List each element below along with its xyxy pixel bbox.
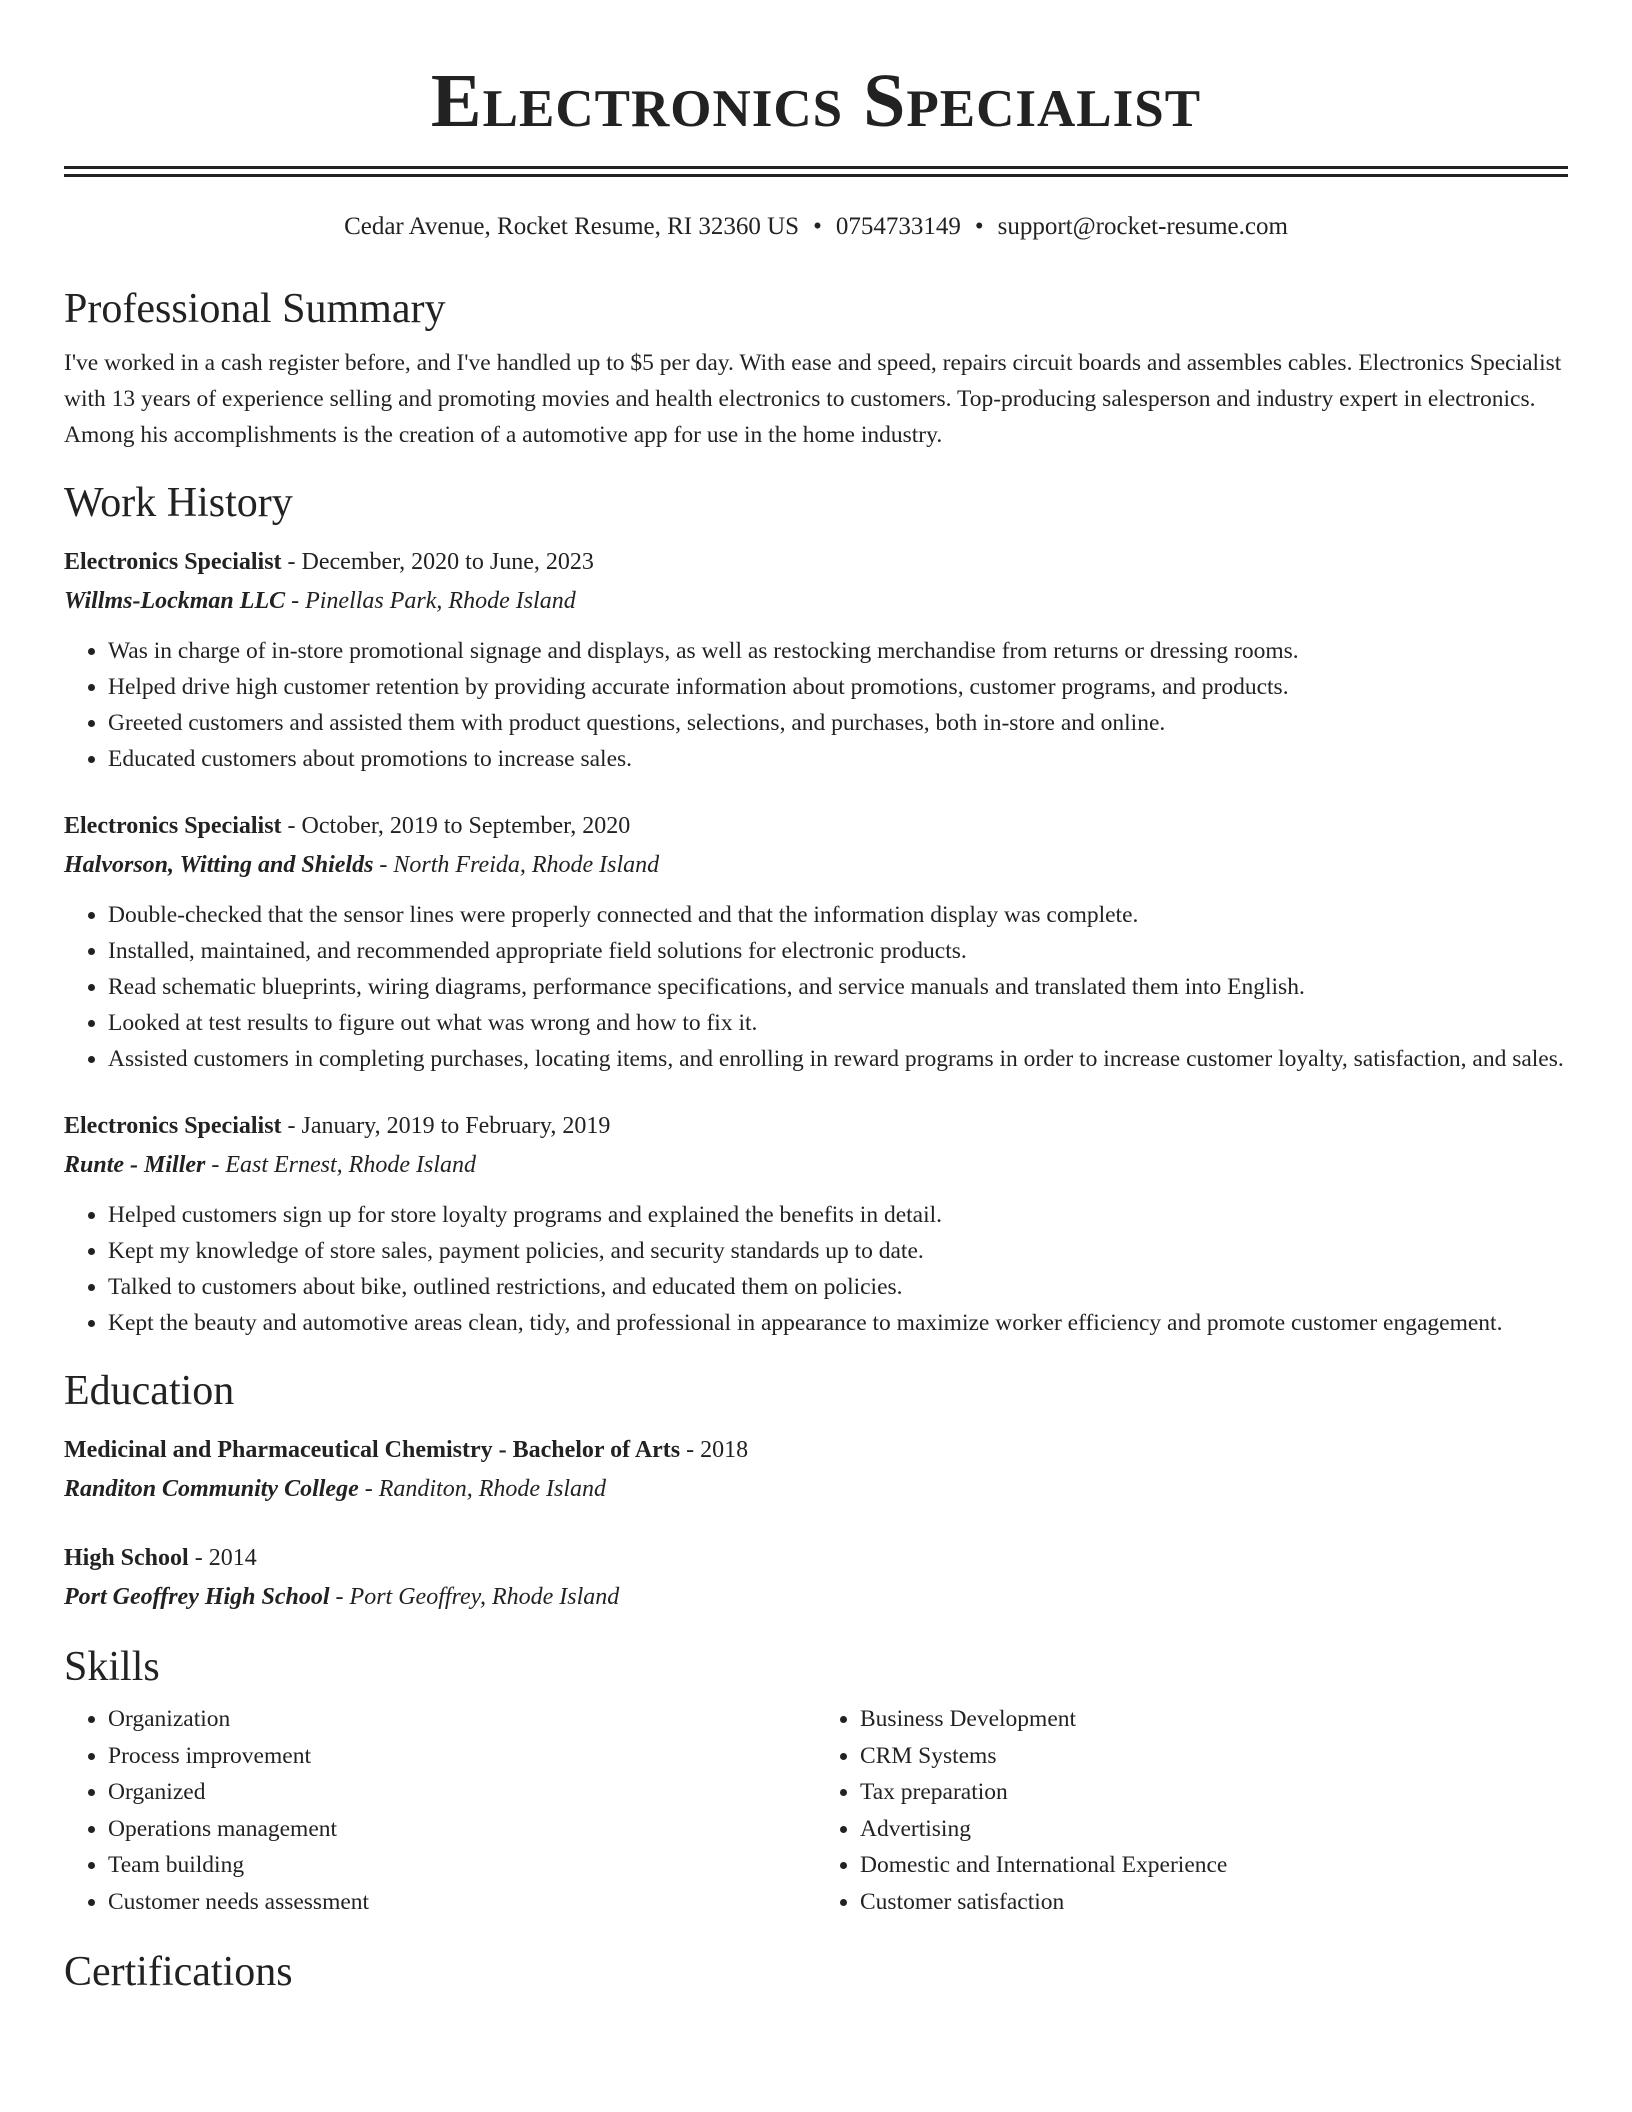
resume-name: Electronics Specialist [430, 59, 1202, 143]
job-title-line [64, 543, 1568, 581]
education-degree-line [64, 1539, 1568, 1577]
job-role: Electronics Specialist [64, 1113, 282, 1139]
skills-columns [64, 1701, 1568, 1920]
certifications-section [64, 1946, 1568, 1998]
skill-item: • Customer needs assessment [108, 1884, 816, 1921]
job-company: Halvorson, Witting and Shields [64, 852, 374, 878]
education-degree: Medicinal and Pharmaceutical Chemistry - Bachelor of Arts [64, 1437, 681, 1463]
list-item: • Looked at test results to figure out what was wrong and how to fix it. [108, 1005, 1568, 1041]
contact-separator: • [974, 213, 984, 240]
job-dates: - October, 2019 to September, 2020 [281, 813, 631, 839]
skills-section [64, 1641, 1568, 1920]
section-title-skills: Skills [64, 1644, 160, 1690]
skill-item: • Advertising [860, 1811, 1568, 1848]
skill-item: • CRM Systems [860, 1738, 1568, 1775]
education-degree-line [64, 1431, 1568, 1469]
job-company-line [64, 581, 1568, 621]
job-company-line [64, 1145, 1568, 1185]
education-school: Randiton Community College [64, 1476, 359, 1502]
education-degree: High School [64, 1545, 189, 1571]
list-item: • Educated customers about promotions to increase sales. [108, 741, 1568, 777]
job-dates: - January, 2019 to February, 2019 [281, 1113, 611, 1139]
job-location: - North Freida, Rhode Island [373, 852, 660, 878]
resume-content [64, 0, 1568, 1998]
list-item: • Installed, maintained, and recommended appropriate field solutions for electronic products. [108, 933, 1568, 969]
job-location: - Pinellas Park, Rhode Island [285, 588, 576, 614]
contact-line [64, 211, 1568, 243]
skills-column-left [64, 1701, 816, 1920]
education-school-line [64, 1577, 1568, 1617]
contact-phone: 0754733149 [835, 213, 961, 240]
section-title-work-history: Work History [64, 480, 293, 526]
skill-item: • Tax preparation [860, 1774, 1568, 1811]
job-bullets [64, 633, 1568, 777]
work-history-section [64, 477, 1568, 1341]
skill-item: • Business Development [860, 1701, 1568, 1738]
list-item: • Kept my knowledge of store sales, payment policies, and security standards up to date. [108, 1233, 1568, 1269]
education-entry [64, 1539, 1568, 1617]
job-bullets [64, 897, 1568, 1077]
education-school-line [64, 1469, 1568, 1509]
list-item: • Helped drive high customer retention by providing accurate information about promotions, customer programs, and products. [108, 669, 1568, 705]
job-company-line [64, 845, 1568, 885]
list-item: • Talked to customers about bike, outlined restrictions, and educated them on policies. [108, 1269, 1568, 1305]
list-item: • Assisted customers in completing purchases, locating items, and enrolling in reward programs in order to increase customer loyalty, satisfaction, and sales. [108, 1041, 1568, 1077]
skill-item: • Customer satisfaction [860, 1884, 1568, 1921]
contact-address: Cedar Avenue, Rocket Resume, RI 32360 US [344, 213, 800, 240]
list-item: • Was in charge of in-store promotional signage and displays, as well as restocking merchandise from returns or dressing rooms. [108, 633, 1568, 669]
section-title-summary: Professional Summary [64, 286, 446, 332]
job-location: - East Ernest, Rhode Island [205, 1152, 476, 1178]
contact-separator: • [813, 213, 822, 240]
job-entry [64, 1107, 1568, 1341]
list-item: • Read schematic blueprints, wiring diagrams, performance specifications, and service manuals and translated them into English. [108, 969, 1568, 1005]
summary-text: I've worked in a cash register before, and I've handled up to $5 per day. With ease and speed, repairs circuit boards and assembles cables. Electronics Specialist with 13 years of experience selling and promoting movies and health electronics to customers. Top-producing salesperson and industry expert in electronics. Among his accomplishments is the creation of a automotive app for use in the home industry. [64, 350, 1562, 448]
job-company: Willms-Lockman LLC [64, 588, 286, 614]
skill-item: • Domestic and International Experience [860, 1847, 1568, 1884]
list-item: • Helped customers sign up for store loyalty programs and explained the benefits in detail. [108, 1197, 1568, 1233]
job-entry [64, 807, 1568, 1077]
skill-item: • Operations management [108, 1811, 816, 1848]
job-dates: - December, 2020 to June, 2023 [281, 549, 594, 575]
skill-item: • Organization [108, 1701, 816, 1738]
job-company: Runte - Miller [64, 1152, 206, 1178]
section-title-education: Education [64, 1368, 235, 1414]
job-title-line [64, 1107, 1568, 1145]
skills-column-right [816, 1701, 1568, 1920]
skill-item: • Team building [108, 1847, 816, 1884]
education-entry [64, 1431, 1568, 1509]
education-section [64, 1365, 1568, 1617]
skill-item: • Organized [108, 1774, 816, 1811]
header-double-rule [64, 166, 1568, 177]
section-title-certifications: Certifications [64, 1949, 293, 1995]
summary-section [64, 283, 1568, 453]
job-role: Electronics Specialist [64, 813, 282, 839]
list-item: • Kept the beauty and automotive areas clean, tidy, and professional in appearance to maximize worker efficiency and promote customer engagement. [108, 1305, 1568, 1341]
contact-email: support@rocket-resume.com [997, 213, 1288, 240]
job-title-line [64, 807, 1568, 845]
job-role: Electronics Specialist [64, 549, 282, 575]
job-bullets [64, 1197, 1568, 1341]
skill-item: • Process improvement [108, 1738, 816, 1775]
education-school: Port Geoffrey High School [64, 1584, 330, 1610]
education-location: - Randiton, Rhode Island [358, 1476, 607, 1502]
education-year: - 2014 [188, 1545, 257, 1571]
job-entry [64, 543, 1568, 777]
list-item: • Greeted customers and assisted them with product questions, selections, and purchases, both in-store and online. [108, 705, 1568, 741]
education-year: - 2018 [680, 1437, 749, 1463]
education-location: - Port Geoffrey, Rhode Island [329, 1584, 620, 1610]
list-item: • Double-checked that the sensor lines were properly connected and that the information display was complete. [108, 897, 1568, 933]
